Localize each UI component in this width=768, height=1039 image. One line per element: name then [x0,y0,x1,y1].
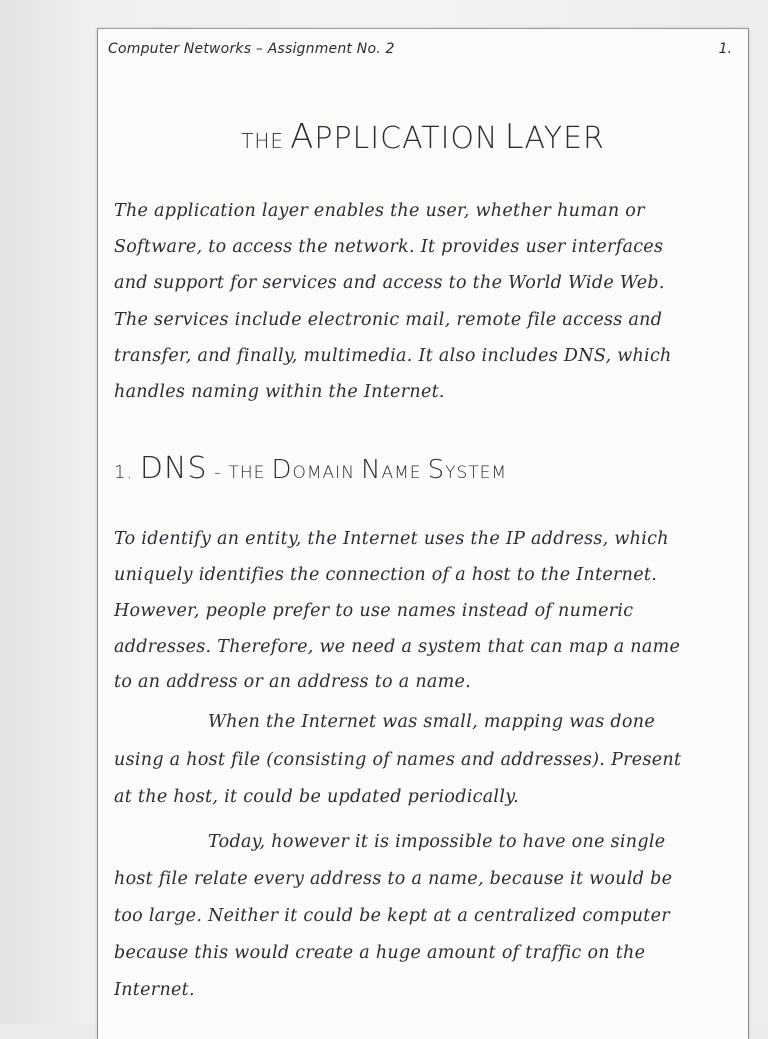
dns-para3-line-1: Today, however it is impossible to have one single [208,832,666,852]
dns-para3-line-5: Internet. [114,980,195,1000]
section-heading-dns [114,451,507,486]
notebook-page [97,28,749,1039]
page-title-text: THE APPLICATION LAYER [241,117,605,157]
dns-para3-line-4: because this would create a huge amount of traffic on the [114,943,646,963]
dns-para1-line-2: uniquely identifies the connection of a host to the Internet. [114,565,658,585]
dns-para3-line-3: too large. Neither it could be kept at a centralized computer [114,906,670,926]
intro-line-1: The application layer enables the user, whether human or [114,201,645,221]
dns-para2-line-2: using a host file (consisting of names and addresses). Present [114,750,682,770]
intro-line-2: Software, to access the network. It provides user interfaces [114,237,664,257]
intro-line-4: The services include electronic mail, remote file access and [114,310,663,330]
intro-line-5: transfer, and finally, multimedia. It also includes DNS, which [114,346,672,366]
dns-para2-line-3: at the host, it could be updated periodically. [114,787,519,807]
page-header-title: Computer Networks – Assignment No. 2 [108,41,395,57]
intro-line-6: handles naming within the Internet. [114,382,445,402]
page-title [98,117,748,157]
section-heading-text: 1. DNS - THE DOMAIN NAME SYSTEM [114,451,508,486]
dns-para2-line-1: When the Internet was small, mapping was done [208,712,656,732]
dns-para3-line-2: host file relate every address to a name, because it would be [114,869,673,889]
page-number: 1. [718,41,732,57]
dns-para1-line-5: to an address or an address to a name. [114,672,472,692]
dns-para1-line-3: However, people prefer to use names instead of numeric [114,601,634,621]
intro-line-3: and support for services and access to the World Wide Web. [114,273,665,293]
dns-para1-line-4: addresses. Therefore, we need a system that can map a name [114,637,681,657]
dns-para1-line-1: To identify an entity, the Internet uses the IP address, which [114,529,669,549]
